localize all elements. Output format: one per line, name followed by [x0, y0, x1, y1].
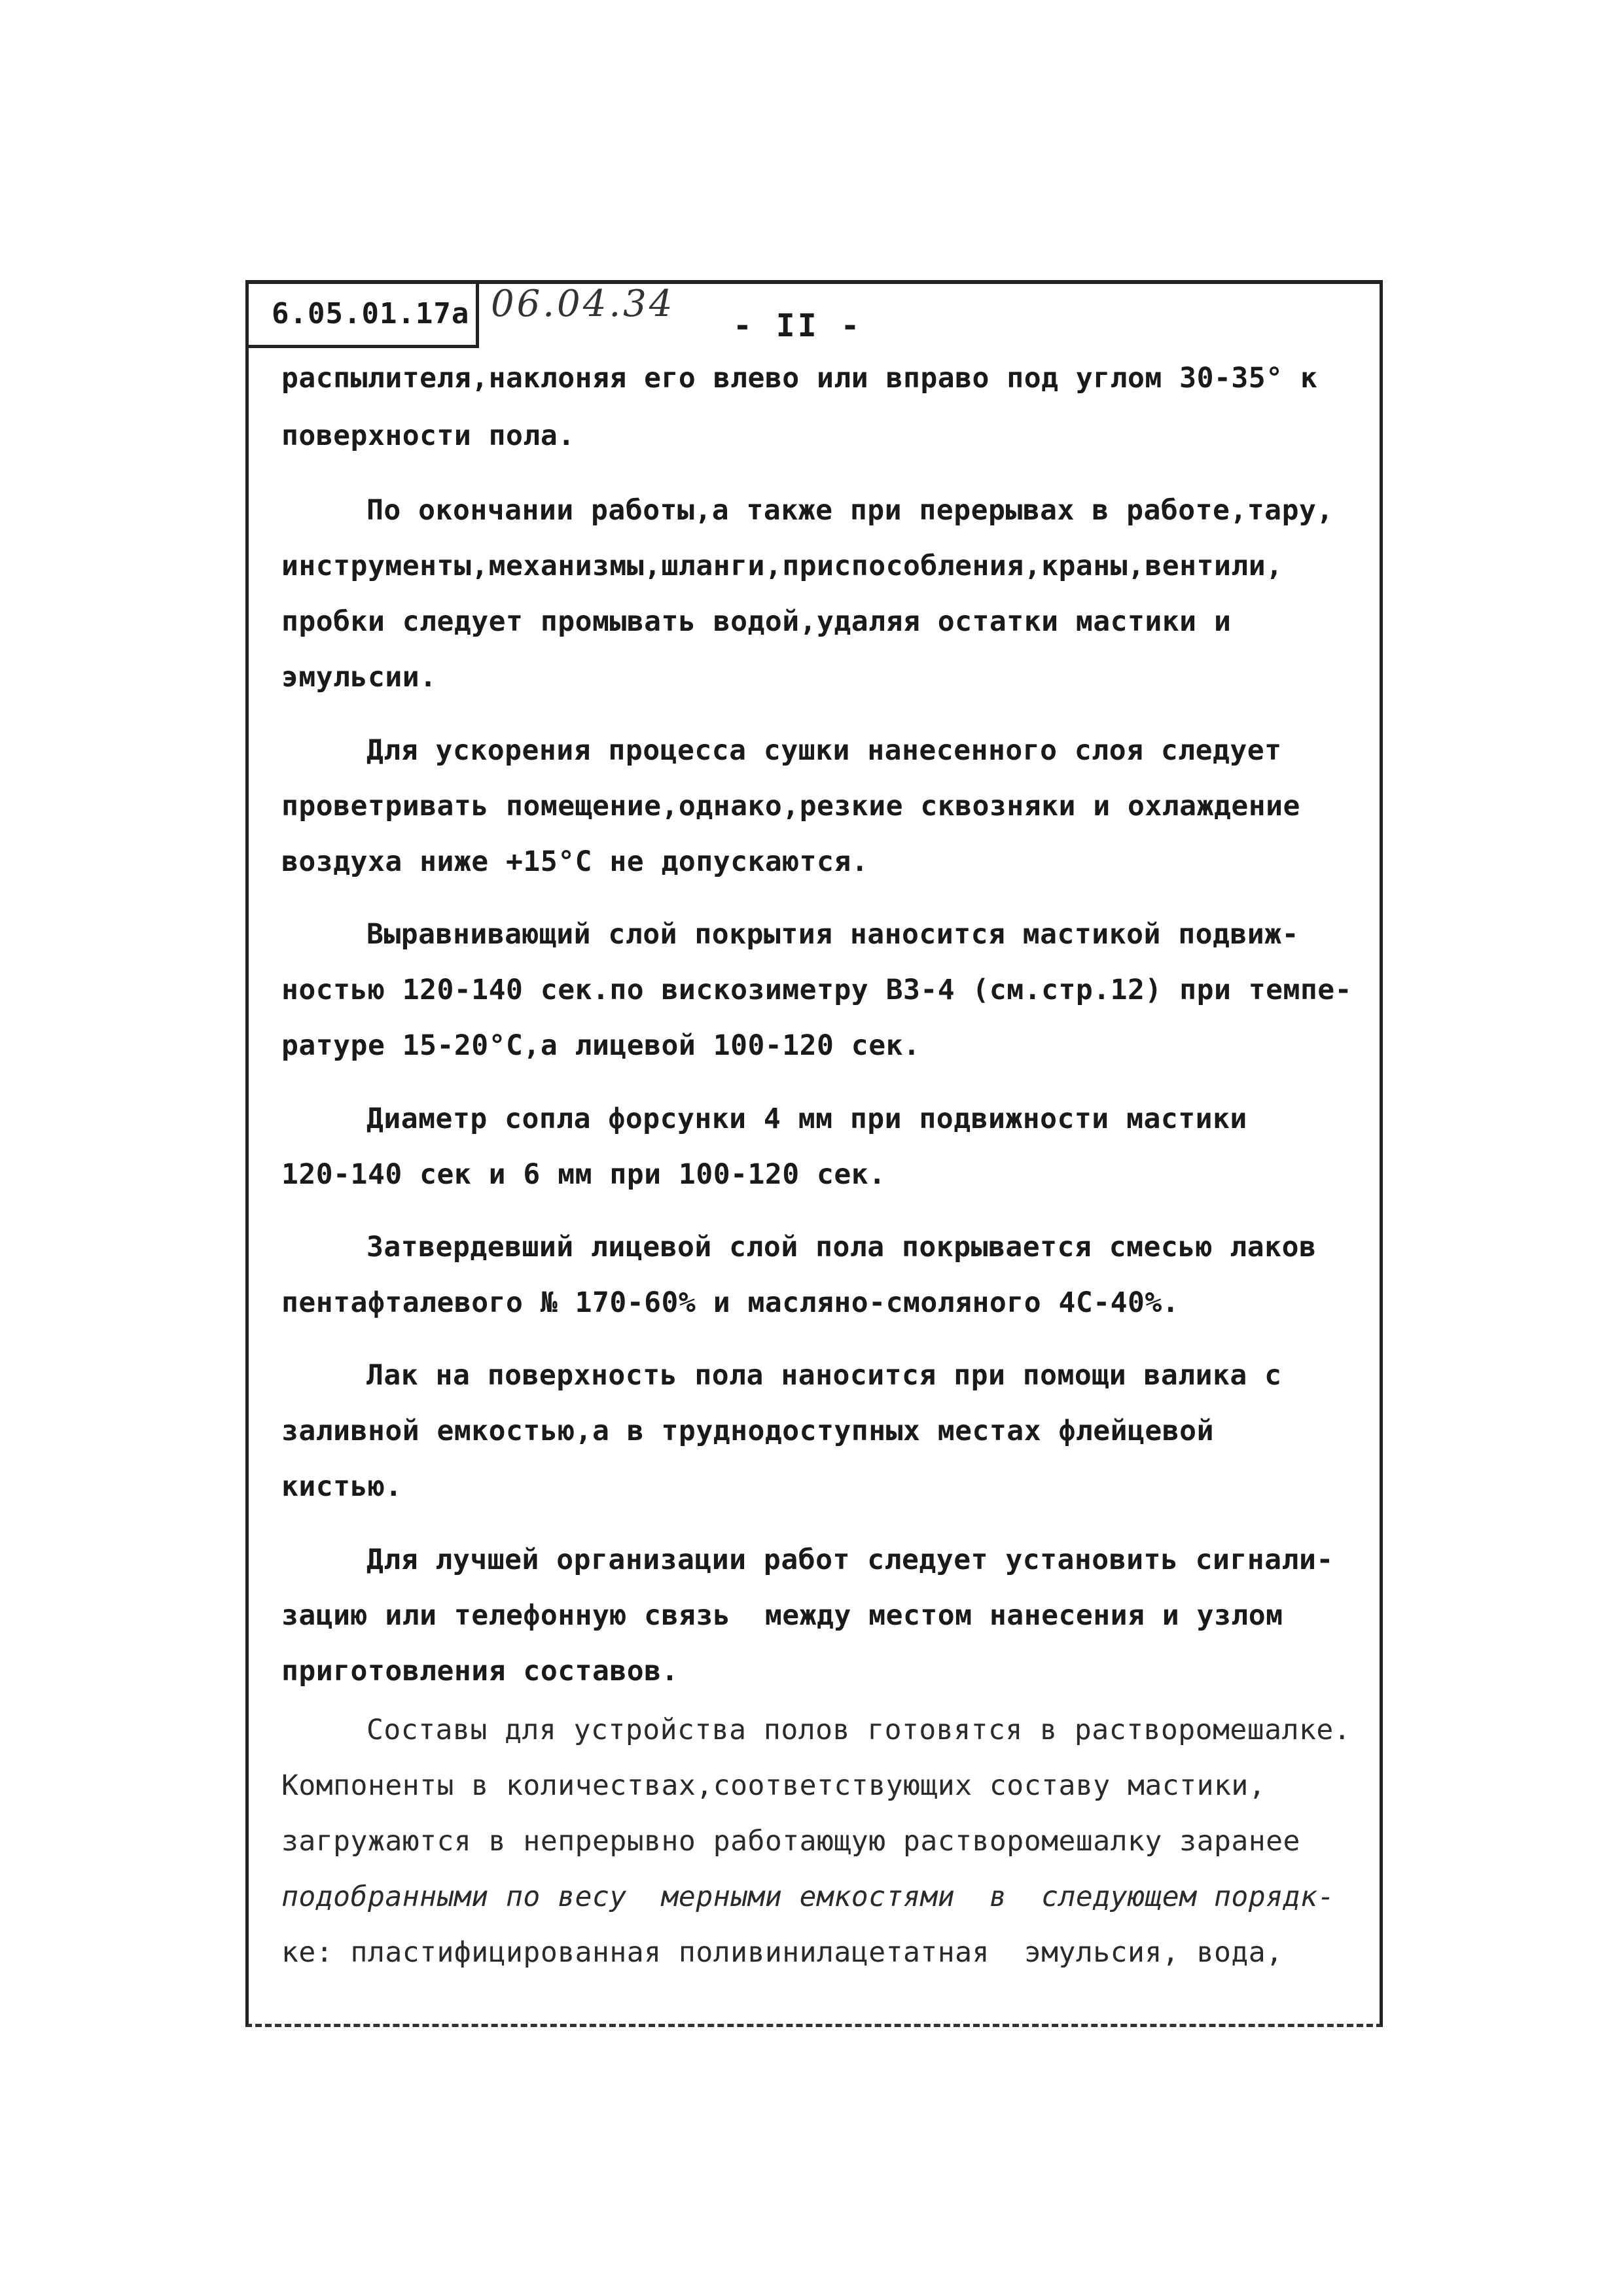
text-line: ке: пластифицированная поливинилацетатная эмульсия, вода, [281, 1936, 1283, 1969]
text-line: поверхности пола. [281, 419, 575, 452]
text-line: пробки следует промывать водой,удаляя остатки мастики и [281, 605, 1232, 638]
text-line: приготовления составов. [281, 1655, 679, 1687]
text-line: заливной емкостью,а в труднодоступных местах флейцевой [281, 1415, 1214, 1447]
text-line: эмульсии. [281, 661, 437, 694]
text-line: Диаметр сопла форсунки 4 мм при подвижности мастики [366, 1103, 1247, 1135]
text-line: пентафталевого № 170-60% и масляно-смоляного 4С-40%. [281, 1286, 1180, 1319]
text-line: загружаются в непрерывно работающую растворомешалку заранее [281, 1825, 1300, 1858]
text-line: распылителя,наклоняя его влево или вправо под углом 30-35° к [281, 362, 1318, 395]
text-line: По окончании работы,а также при перерывах в работе,тару, [366, 494, 1334, 527]
text-line: Затвердевший лицевой слой пола покрывается смесью лаков [366, 1231, 1317, 1263]
text-line: подобранными по весу мерными емкостями в следующем порядк- [281, 1881, 1335, 1913]
text-line: 120-140 сек и 6 мм при 100-120 сек. [281, 1158, 886, 1191]
text-line: Компоненты в количествах,соответствующих составу мастики, [281, 1769, 1266, 1802]
text-line: Составы для устройства полов готовятся в растворомешалке. [366, 1714, 1351, 1746]
text-line: Лак на поверхность пола наносится при помощи валика с [366, 1359, 1282, 1392]
text-line: ностью 120-140 сек.по вискозиметру ВЗ-4 (см.стр.12) при темпе- [281, 974, 1353, 1006]
text-line: кистью. [281, 1470, 402, 1503]
text-line: инструменты,механизмы,шланги,приспособления,краны,вентили, [281, 550, 1283, 582]
page-frame [245, 280, 1383, 2027]
document-code: 6.05.01.17а [245, 280, 479, 348]
page-number: - II - [733, 308, 863, 344]
text-line: Для ускорения процесса сушки нанесенного слоя следует [366, 734, 1282, 767]
text-line: зацию или телефонную связь между местом нанесения и узлом [281, 1599, 1283, 1632]
text-line: Выравнивающий слой покрытия наносится мастикой подвиж- [366, 918, 1299, 951]
handwritten-date: 06.04.34 [491, 283, 675, 325]
text-line: Для лучшей организации работ следует установить сигнали- [366, 1544, 1334, 1576]
text-line: воздуха ниже +15°С не допускаются. [281, 845, 869, 878]
text-line: ратуре 15-20°С,а лицевой 100-120 сек. [281, 1029, 921, 1062]
text-line: проветривать помещение,однако,резкие сквозняки и охлаждение [281, 790, 1300, 822]
